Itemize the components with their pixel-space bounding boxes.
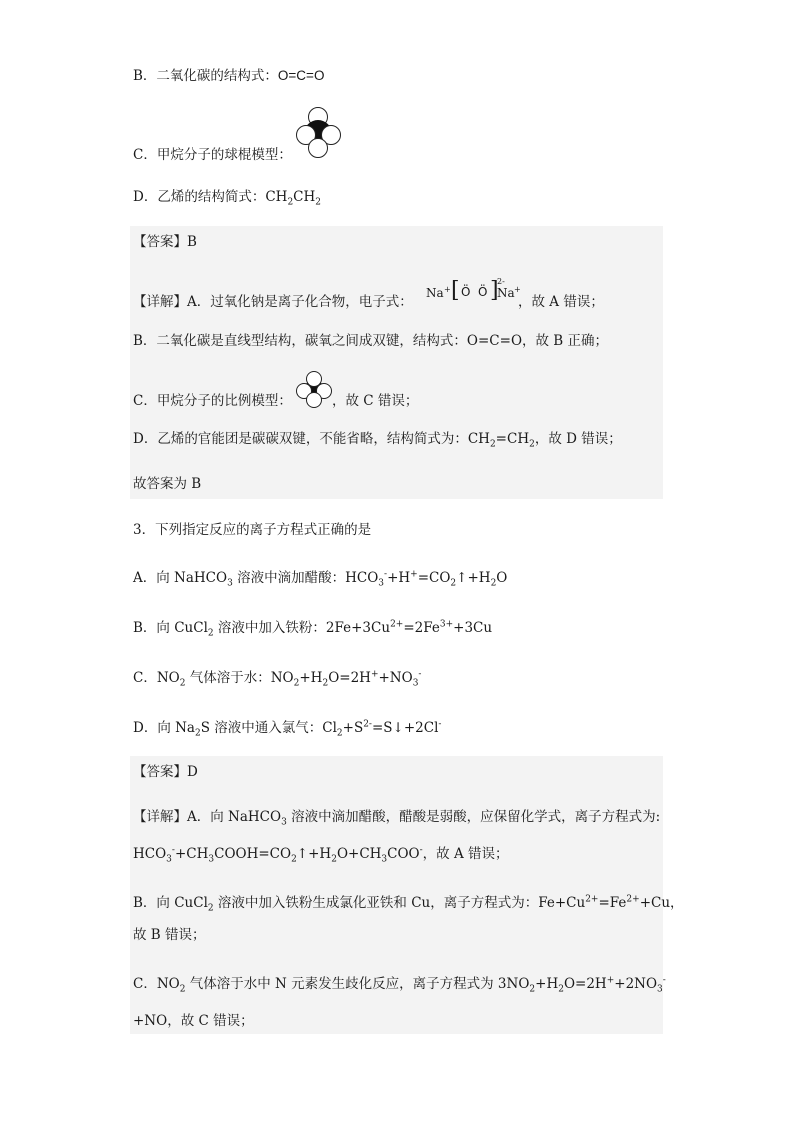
q3-option-c: C．$NO_2$ 气体溶于水：$NO_2+H_2O=2H^++NO_3^-$ [133, 669, 422, 689]
q2-detail-c-tail: ，故 C 错误； [332, 393, 419, 409]
q2-option-b: B．二氧化碳的结构式：O=C=O [133, 68, 325, 84]
q3-detail-a-line1: 【详解】A．向 NaHCO$_3$ 溶液中滴加醋酸，醋酸是弱酸，应保留化学式，离子方程式为: [133, 809, 661, 828]
left-bracket: [ [451, 278, 460, 303]
q3-answer: 【答案】D [133, 764, 198, 780]
oxygen-atom-1: Ö [461, 285, 471, 299]
q2-answer: 【答案】B [133, 234, 197, 250]
na2o2-electron-formula: Na + [ Ö Ö ] 2- Na + [426, 277, 521, 303]
q3-detail-a-line2: $HCO_3^-+CH_3COOH=CO_2↑+H_2O+CH_3COO^-$，故 A 错误； [133, 845, 509, 865]
q2-detail-b: B．二氧化碳是直线型结构，碳氧之间成双键，结构式：O=C=O，故 B 正确； [133, 333, 609, 349]
q3-detail-c-line1: C．$NO_2$ 气体溶于水中 N 元素发生歧化反应，离子方程式为 $3NO_2+H_2O=2H^++2NO_3^-$ [133, 975, 666, 995]
q3-option-b: B．向 CuCl$_2$ 溶液中加入铁粉：$2Fe+3Cu^{2+}=2Fe^{3+}+3Cu$ [133, 619, 493, 639]
q2-option-c: C．甲烷分子的球棍模型： [133, 147, 292, 163]
oxygen-atom-2: Ö [478, 285, 488, 299]
co2-formula: O=C=O [277, 68, 325, 83]
methane-space-filling-model [295, 371, 333, 409]
q2-detail-c: C．甲烷分子的比例模型： [133, 393, 292, 409]
q3-option-d: D．向 $Na_2S$ 溶液中通入氯气：$Cl_2+S^{2-}=S↓+2Cl^-$ [133, 719, 442, 739]
q2-detail-a-tail: ，故 A 错误； [518, 294, 604, 310]
methane-ball-stick-model [296, 107, 346, 159]
q2-detail-d: D．乙烯的官能团是碳碳双键，不能省略，结构简式为：$CH_2=CH_2$，故 D 错误； [133, 431, 622, 450]
q3-detail-b-line2: 故 B 错误； [133, 927, 206, 943]
q3-stem: 3．下列指定反应的离子方程式正确的是 [133, 522, 372, 538]
answer-block-q2 [130, 226, 663, 499]
q2-detail-a: 【详解】A．过氧化钠是离子化合物，电子式： [133, 294, 413, 310]
right-bracket: ] [490, 278, 499, 303]
q3-detail-b-line1: B．向 CuCl$_2$ 溶液中加入铁粉生成氯化亚铁和 Cu，离子方程式为：$Fe+Cu^{2+}=Fe^{2+}+Cu$， [133, 894, 684, 914]
q3-detail-c-line2: +NO，故 C 错误； [133, 1013, 254, 1029]
q2-option-d: D．乙烯的结构简式：$CH_2CH_2$ [133, 189, 322, 208]
q3-option-a: A．向 NaHCO$_3$ 溶液中滴加醋酸：$HCO_3^-+H^+=CO_2↑+H_2O$ [133, 569, 508, 589]
q2-conclusion: 故答案为 B [133, 476, 202, 492]
